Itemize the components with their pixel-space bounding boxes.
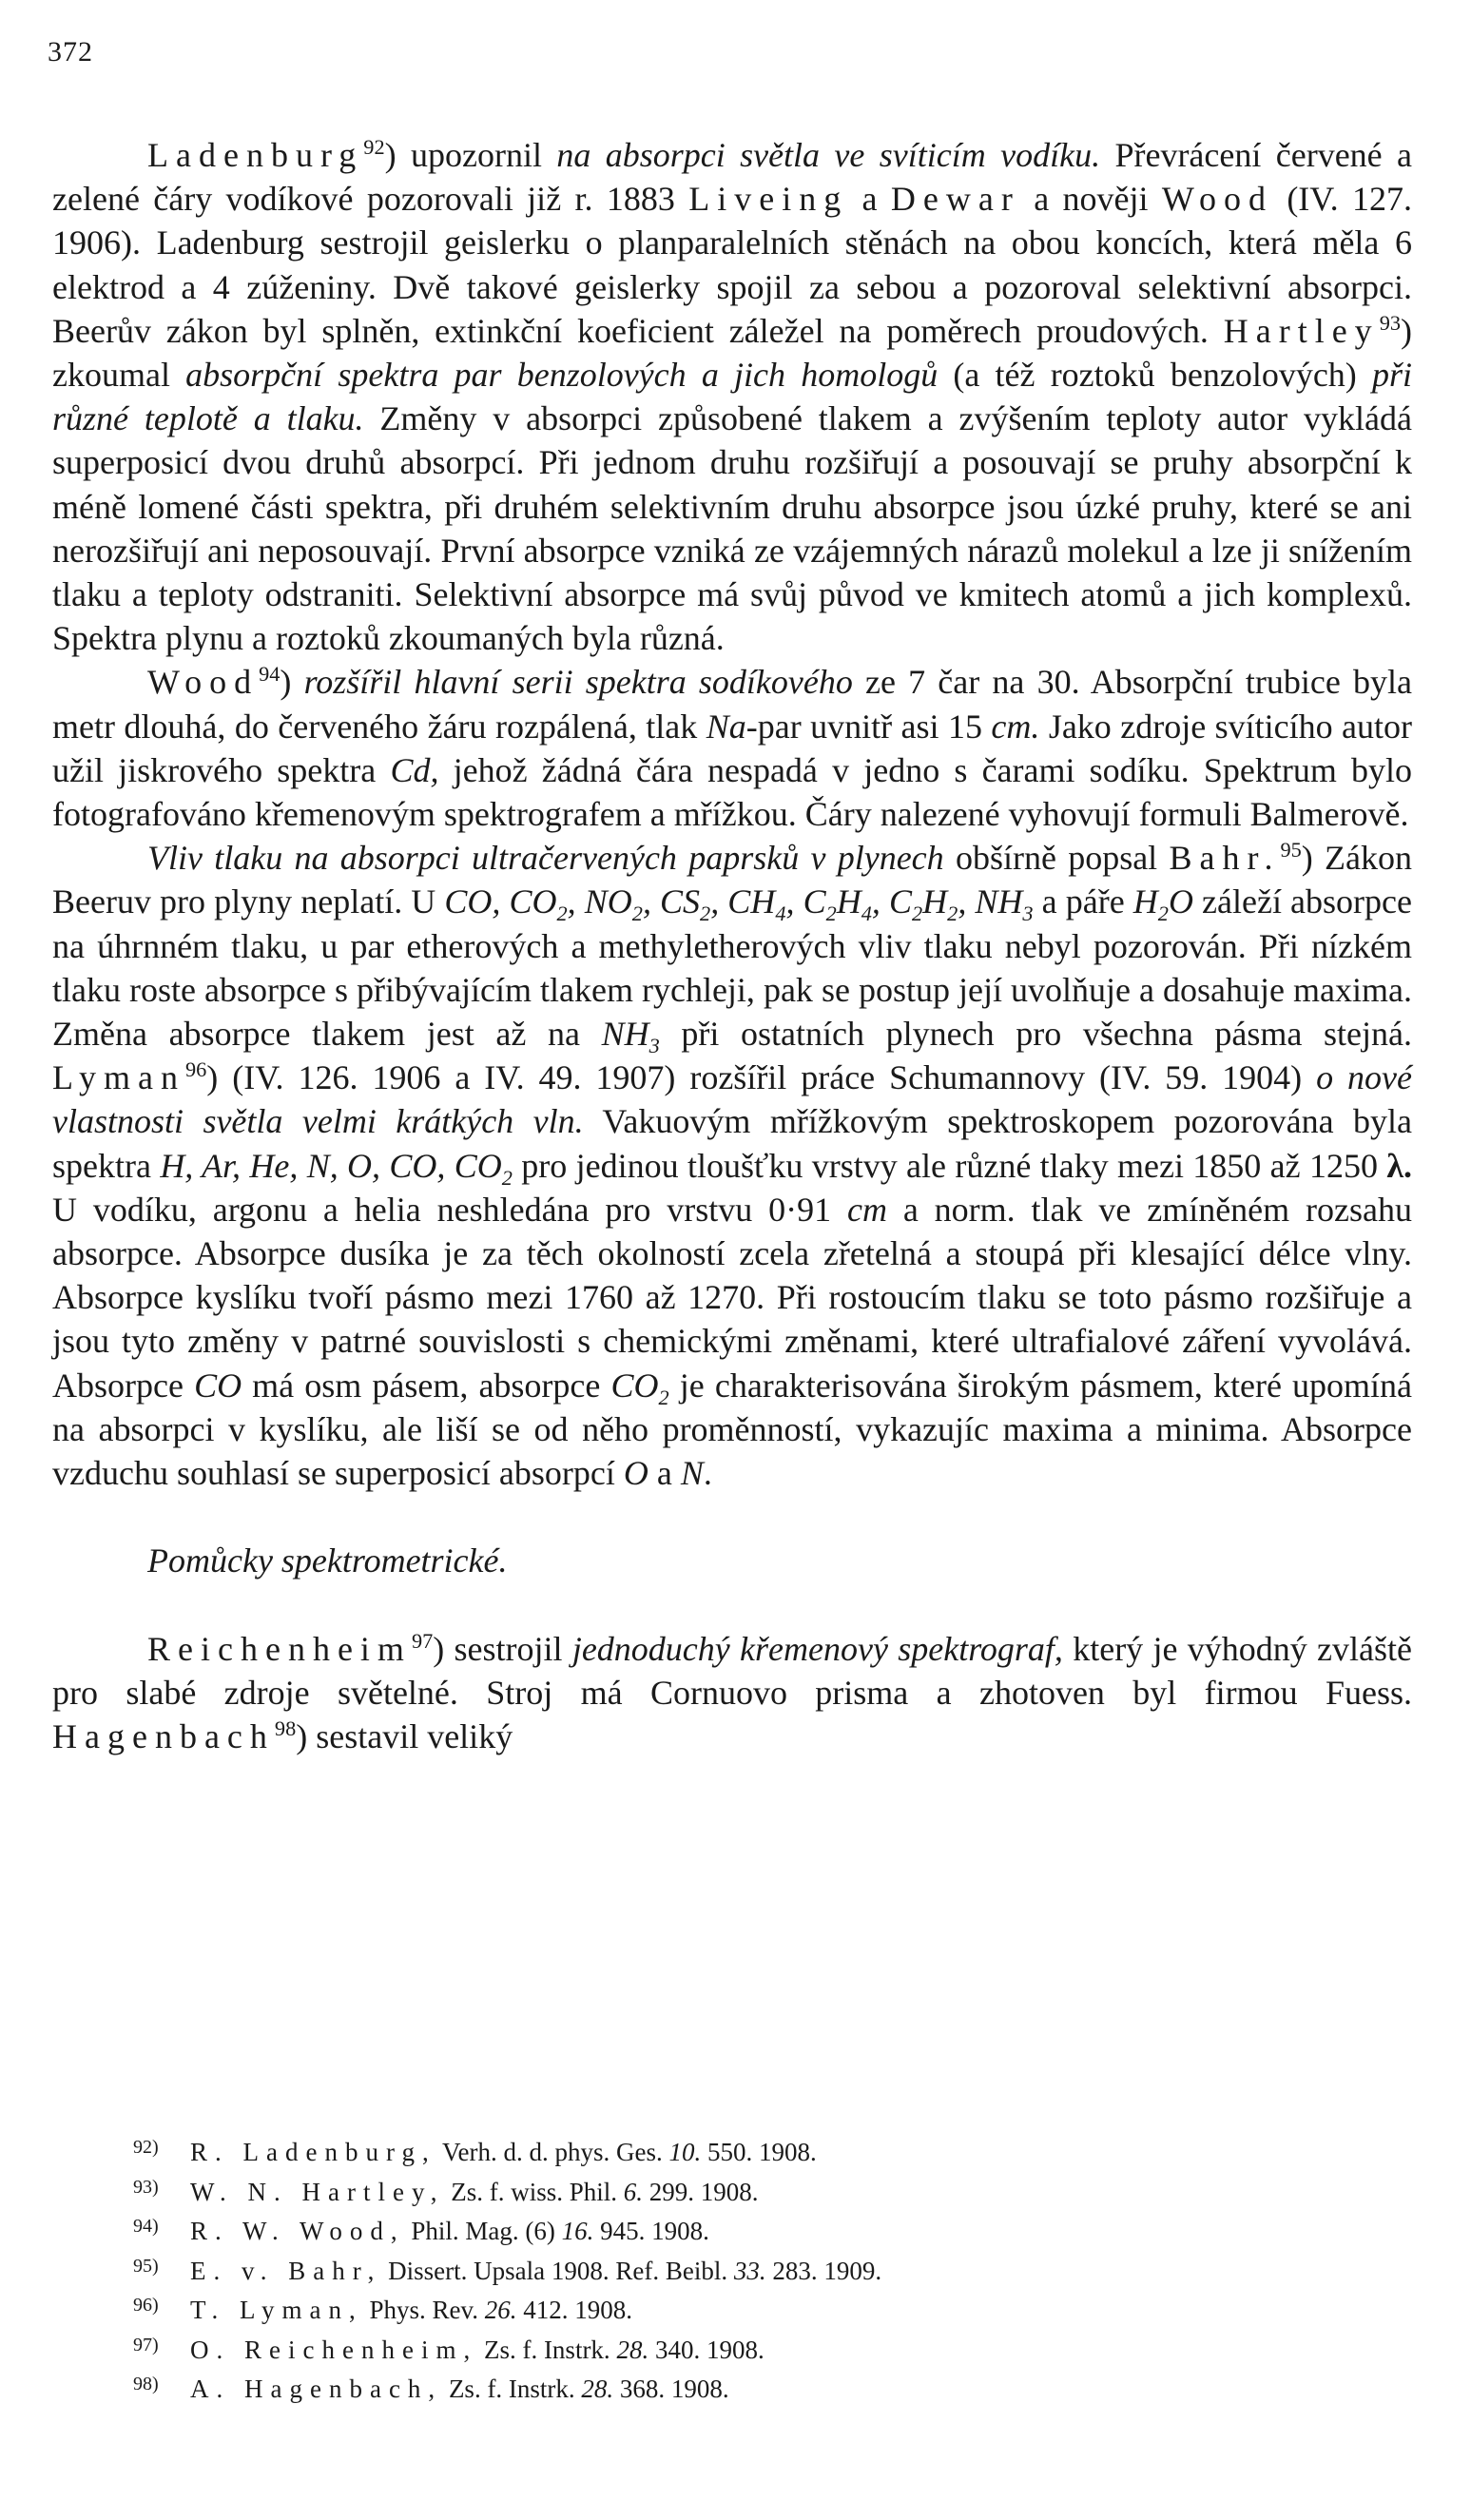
footnote-volume: 26. <box>484 2296 517 2324</box>
formula-sub: 2 <box>825 901 837 926</box>
formula <box>610 1366 669 1409</box>
footnote-text: Dissert. Upsala 1908. Ref. Beibl. <box>381 2256 734 2285</box>
footnote-text: Zs. f. Instrk. <box>442 2375 582 2403</box>
text-run: ) zkoumal <box>52 311 1412 395</box>
author-name: Liveing <box>688 180 849 219</box>
footnote-mark: 92) <box>133 2137 159 2158</box>
footnote-volume: 6. <box>623 2177 643 2206</box>
emphasis: absorpční spektra par benzolových a jich homologů <box>185 356 939 395</box>
footnote-text: 945. 1908. <box>593 2217 709 2245</box>
formula-sub: 2 <box>912 901 923 926</box>
footnote <box>133 2328 1369 2368</box>
author-name: Hartley <box>1223 311 1380 350</box>
text-run: má osm pásem, absorpce <box>242 1366 611 1405</box>
formula-sub: 2 <box>631 901 643 926</box>
lambda-symbol: λ. <box>1386 1146 1412 1185</box>
footnote-ref: 97 <box>411 1628 434 1653</box>
formula-sub: 2 <box>1157 901 1169 926</box>
formula-part: H <box>1132 882 1158 921</box>
text-run: ) Zákon Beeruv pro plyny neplatí. U <box>52 839 1413 921</box>
footnote-author: R. W. Wood, <box>190 2217 405 2245</box>
footnote-volume: 16. <box>561 2217 594 2245</box>
footnote-author: R. Ladenburg, <box>190 2138 436 2166</box>
footnote-ref: 93 <box>1379 310 1401 335</box>
emphasis: rozšířil hlavní serii spektra sodíkového <box>303 663 853 702</box>
paragraph <box>52 1627 1412 1759</box>
formula-part: , C <box>871 882 912 921</box>
formula-sub: 2 <box>947 901 958 926</box>
formula-sub: 2 <box>501 1165 513 1190</box>
footnote <box>133 2367 1369 2407</box>
footnote-text: 368. 1908. <box>613 2375 729 2403</box>
formula-part: O <box>1168 882 1193 921</box>
formula-sub: 4 <box>861 901 872 926</box>
text-run: a <box>848 180 891 219</box>
formula <box>444 882 1034 926</box>
formula-sub: 2 <box>556 901 568 926</box>
author-name: Dewar <box>890 180 1020 219</box>
text-run: ) <box>280 663 304 702</box>
emphasis: při různé teplotě a tlaku. <box>52 356 1412 438</box>
footnote <box>133 2249 1369 2289</box>
author-name: Ladenburg <box>147 136 364 174</box>
formula <box>1132 882 1193 926</box>
footnote-mark: 94) <box>133 2216 159 2237</box>
paragraph <box>52 660 1412 836</box>
text-run: je charakterisována širokým pásmem, které upomíná na absorpci v kyslíku, ale liší se od něho proměnností, vykazujíc maxima a minima. Absorpce vzduchu souhlasí se superposicí absorpcí <box>52 1366 1413 1493</box>
formula: CO <box>194 1366 242 1405</box>
author-name: Reichenheim <box>147 1629 412 1668</box>
text-run: a páře <box>1033 882 1133 921</box>
formula-part: H, Ar, He, N, O, CO, CO <box>160 1146 502 1185</box>
footnote-ref: 95 <box>1280 838 1302 863</box>
footnote-mark: 95) <box>133 2255 159 2277</box>
author-name: Wood <box>1161 180 1273 219</box>
footnote-mark: 97) <box>133 2334 159 2355</box>
footnote-text: 412. 1908. <box>516 2296 632 2324</box>
section-heading: Pomůcky spektrometrické. <box>147 1541 508 1580</box>
formula-part: H <box>836 882 861 921</box>
emphasis: cm. <box>991 707 1040 746</box>
formula-sub: 2 <box>700 901 711 926</box>
text-run: který je výhodný zvláště pro slabé zdroje světelné. Stroj má Cornuovo prisma a zhotoven byl firmou Fuess. <box>52 1629 1412 1712</box>
footnote-text: 283. 1909. <box>765 2256 882 2285</box>
formula-part: CO <box>610 1366 659 1405</box>
author-name: Bahr. <box>1169 839 1281 878</box>
footnote-ref: 98 <box>274 1716 297 1740</box>
formula-sub: 3 <box>648 1034 660 1058</box>
formula-part: , NH <box>958 882 1023 921</box>
text-run: obšírně popsal <box>943 839 1170 878</box>
footnotes <box>133 2130 1369 2407</box>
text-run: ) sestavil veliký <box>296 1716 513 1755</box>
footnote-volume: 28. <box>616 2335 649 2364</box>
text-run: (IV. 127. 1906). Ladenburg sestrojil geislerku o planparalelních stěnách na obou koncích, která měla 6 elektrod a 4 zúženiny. Dvě takové geislerky spojil za sebou a pozoroval selektivní absorpci. Beerův zákon byl splněn, extinkční koeficient záležel na poměrech proudových. <box>52 180 1412 350</box>
text-run: a norm. tlak ve zmíněném rozsahu absorpce. Absorpce dusíka je za těch okolností zcela zřetelná a stoupá při klesající délce vlny. Absorpce kyslíku tvoří pásmo mezi 1760 až 1270. Při rostoucím tlaku se toto pásmo rozšiřuje a jsou tyto změny v patrné souvislosti s chemickými změnami, které ultrafialové záření vyvolává. Absorpce <box>52 1190 1412 1405</box>
footnote-ref: 92 <box>363 135 385 159</box>
author-name: Hagenbach <box>52 1716 275 1755</box>
text-run: . <box>703 1454 712 1493</box>
formula: O <box>623 1454 648 1493</box>
text-run: Převrácení červené a zelené čáry vodíkové pozorovali již r. 1883 <box>52 136 1413 219</box>
footnote-text: Zs. f. Instrk. <box>477 2335 617 2364</box>
paragraph <box>52 133 1412 660</box>
author-name: Lyman <box>52 1058 185 1097</box>
footnote-author: T. Lyman, <box>190 2296 363 2324</box>
formula-part: NH <box>601 1015 649 1054</box>
text-run: Jako zdroje svíticího autor užil jiskrového spektra <box>52 707 1413 789</box>
footnote-text: Phil. Mag. (6) <box>404 2217 562 2245</box>
footnote-mark: 96) <box>133 2295 159 2316</box>
text-run: pro jedinou tloušťku vrstvy ale různé tlaky mezi 1850 až 1250 <box>512 1146 1387 1185</box>
formula: Na <box>706 707 746 746</box>
footnote-author: O. Reichenheim, <box>190 2335 478 2364</box>
formula-part: , NO <box>567 882 632 921</box>
text-run: ) upozornil <box>384 136 557 174</box>
footnote-volume: 33. <box>733 2256 766 2285</box>
footnote-volume: 10. <box>668 2138 702 2166</box>
footnote-volume: 28. <box>581 2375 614 2403</box>
formula-part: CO, CO <box>444 882 557 921</box>
formula <box>160 1146 513 1190</box>
formula-part: H <box>922 882 948 921</box>
text-run: Změny v absorpci způsobené tlakem a zvýšením teploty autor vykládá superposicí dvou druhů absorpcí. Při jednom druhu rozšiřují a posouvají se pruhy absorpční k méně lomené části spektra, při druhém selektivním druhu absorpce jsou úzké pruhy, které se ani nerozšiřují ani neposouvají. První absorpce vzniká ze vzájemných nárazů molekul a lze ji snížením tlaku a teploty odstraniti. Selektivní absorpce má svůj původ ve kmitech atomů a jich komplexů. Spektra plynu a roztoků zkoumaných byla různá. <box>52 399 1412 658</box>
text-run: ) sestrojil <box>433 1629 572 1668</box>
emphasis: na absorpci světla ve svíticím vodíku. <box>556 136 1101 174</box>
text-run: při ostatních plynech pro všechna pásma stejná. <box>659 1015 1413 1054</box>
text-run: Vakuovým mřížkovým spektroskopem pozorována byla spektra <box>52 1102 1412 1185</box>
footnote-mark: 93) <box>133 2176 159 2198</box>
emphasis: o nové vlastnosti světla velmi krátkých vln. <box>52 1058 1412 1141</box>
emphasis: jednoduchý křemenový spektrograf, <box>571 1629 1063 1668</box>
emphasis: cm <box>846 1190 887 1229</box>
text-run: a <box>648 1454 681 1493</box>
text-run: ze 7 čar na 30. Absorpční trubice byla metr dlouhá, do červeného žáru rozpálená, tlak <box>52 663 1412 746</box>
footnote-author: E. v. Bahr, <box>190 2256 382 2285</box>
formula-part: , CS <box>642 882 701 921</box>
formula-sub: 4 <box>775 901 786 926</box>
footnote-text: 340. 1908. <box>648 2335 765 2364</box>
footnote-ref: 94 <box>259 662 281 687</box>
footnote-text: Verh. d. d. phys. Ges. <box>435 2138 669 2166</box>
footnote-text: 550. 1908. <box>701 2138 817 2166</box>
text-run: záleží absorpce na úhrnném tlaku, u par etherových a methyletherových vliv tlaku nebyl pozorován. Při nízkém tlaku roste absorpce s přibývajícím tlakem rychleji, pak se postup její uvolňuje a dosahuje maxima. Změna absorpce tlakem jest až na <box>52 882 1412 1054</box>
formula-part: , CH <box>710 882 776 921</box>
formula-sub: 2 <box>658 1385 669 1409</box>
body-text <box>52 133 1412 1758</box>
text-run: a nověji <box>1019 180 1162 219</box>
footnote-text: 299. 1908. <box>643 2177 759 2206</box>
formula-sub: 3 <box>1022 901 1034 926</box>
footnote <box>133 2209 1369 2249</box>
text-run: jehož žádná čára nespadá v jedno s čarami sodíku. Spektrum bylo fotografováno křemenovým spektrografem a mřížkou. Čáry nalezené vyhovují formuli Balmerově. <box>52 750 1413 834</box>
formula <box>601 1015 660 1058</box>
footnote-text: Phys. Rev. <box>362 2296 485 2324</box>
page-number: 372 <box>48 36 93 68</box>
text-run: ) (IV. 126. 1906 a IV. 49. 1907) rozšířil práce Schumannovy (IV. 59. 1904) <box>206 1058 1317 1097</box>
text-run: -par uvnitř asi 15 <box>745 707 992 746</box>
footnote-ref: 96 <box>184 1057 207 1082</box>
text-run: U vodíku, argonu a helia neshledána pro vrstvu 0·91 <box>52 1190 847 1229</box>
paragraph <box>52 836 1412 1495</box>
footnote-author: A. Hagenbach, <box>190 2375 443 2403</box>
author-name: Wood <box>147 663 260 702</box>
footnote <box>133 2288 1369 2328</box>
footnote <box>133 2130 1369 2170</box>
formula: Cd, <box>390 750 439 789</box>
formula: N <box>680 1454 704 1493</box>
formula-part: , C <box>785 882 826 921</box>
footnote-mark: 98) <box>133 2374 159 2394</box>
footnote <box>133 2170 1369 2210</box>
emphasis: Vliv tlaku na absorpci ultračervených paprsků v plynech <box>147 839 944 878</box>
footnote-author: W. N. Hartley, <box>190 2177 445 2206</box>
text-run: (a též roztoků benzolových) <box>938 356 1372 395</box>
footnote-text: Zs. f. wiss. Phil. <box>444 2177 624 2206</box>
